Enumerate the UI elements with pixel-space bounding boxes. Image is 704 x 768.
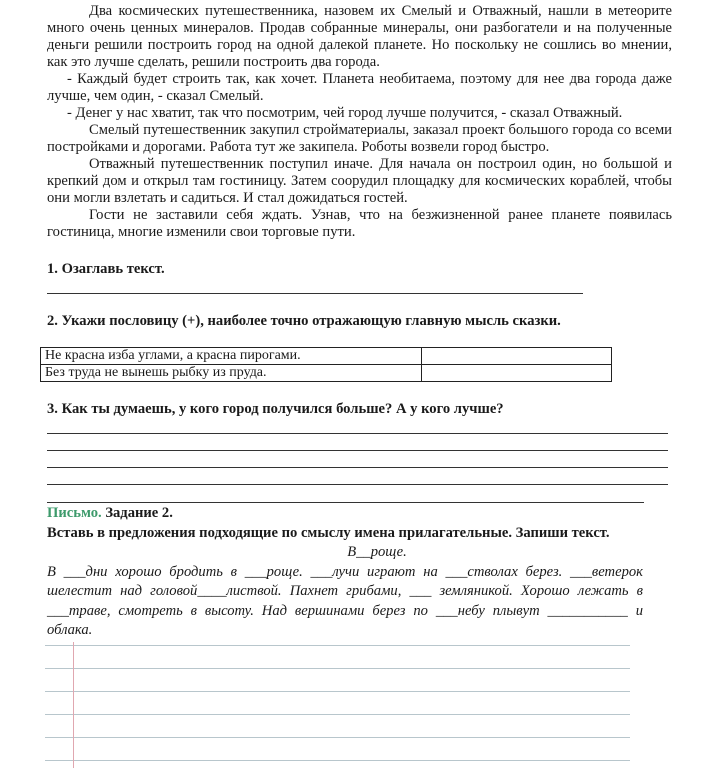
answer-line[interactable] (47, 502, 644, 503)
answer-line[interactable] (47, 450, 668, 451)
table-row (41, 365, 612, 382)
ruled-line (45, 760, 630, 761)
answer-line[interactable] (47, 433, 668, 434)
table-row (41, 348, 612, 365)
question-1: 1. Озаглавь текст. (47, 261, 165, 277)
task-label-green: Письмо. (47, 505, 102, 521)
task-text: В ___дни хорошо бродить в ___роще. ___лучи играют на ___стволах берез. ___ветерок шелестит над головой____листвой. Пахнет грибами, ___ земляникой. Хорошо лежать в ___траве, смотреть в высоту. Над вершинами берез по ___небу плывут ___________ и облака. (47, 563, 643, 638)
task-title: В__роще. (347, 544, 407, 560)
ruled-line (45, 691, 630, 692)
task-instruction: Вставь в предложения подходящие по смыслу имена прилагательные. Запиши текст. (47, 524, 610, 541)
ruled-line (45, 645, 630, 646)
question-2: 2. Укажи пословицу (+), наиболее точно отражающую главную мысль сказки. (47, 313, 561, 329)
answer-line[interactable] (47, 467, 668, 468)
answer-cell[interactable] (422, 348, 612, 365)
story-paragraph: Гости не заставили себя ждать. Узнав, что на безжизненной ранее планете появилась гостиница, многие изменили свои торговые пути. (47, 207, 672, 240)
margin-line (73, 642, 74, 768)
answer-line[interactable] (47, 293, 583, 294)
proverb-cell: Без труда не вынешь рыбку из пруда. (41, 365, 422, 382)
answer-line[interactable] (47, 484, 668, 485)
story-paragraph: Смелый путешественник закупил стройматериалы, заказал проект большого города со всеми постройками и дорогами. Работа тут же закипела. Роботы возвели город быстро. (47, 122, 672, 155)
story-text (47, 3, 672, 241)
task-label: Задание 2. (105, 505, 173, 521)
story-paragraph: - Денег у нас хватит, так что посмотрим, чей город лучше получится, - сказал Отважный. (67, 105, 623, 121)
answer-cell[interactable] (422, 365, 612, 382)
task-2 (47, 504, 677, 641)
ruled-line (45, 737, 630, 738)
ruled-line (45, 668, 630, 669)
story-paragraph: Два космических путешественника, назовем их Смелый и Отважный, нашли в метеорите много очень ценных минералов. Продав собранные минералы, они разбогатели и на полученные деньги решили построить город на одной далекой планете. Но поскольку не сошлись во мнении, как это лучше сделать, решили построить два города. (47, 3, 672, 70)
ruled-line (45, 714, 630, 715)
story-paragraph: Отважный путешественник поступил иначе. Для начала он построил один, но большой и крепкий дом и открыл там гостиницу. Затем соорудил площадку для космических кораблей, чтобы они могли взлетать и садиться. И стал дожидаться гостей. (47, 156, 672, 206)
proverb-cell: Не красна изба углами, а красна пирогами. (41, 348, 422, 365)
story-paragraph: - Каждый будет строить так, как хочет. Планета необитаема, поэтому для нее два города даже лучше, чем один, - сказал Смелый. (47, 71, 672, 104)
question-3: 3. Как ты думаешь, у кого город получился больше? А у кого лучше? (47, 401, 504, 417)
proverb-table (40, 347, 612, 382)
